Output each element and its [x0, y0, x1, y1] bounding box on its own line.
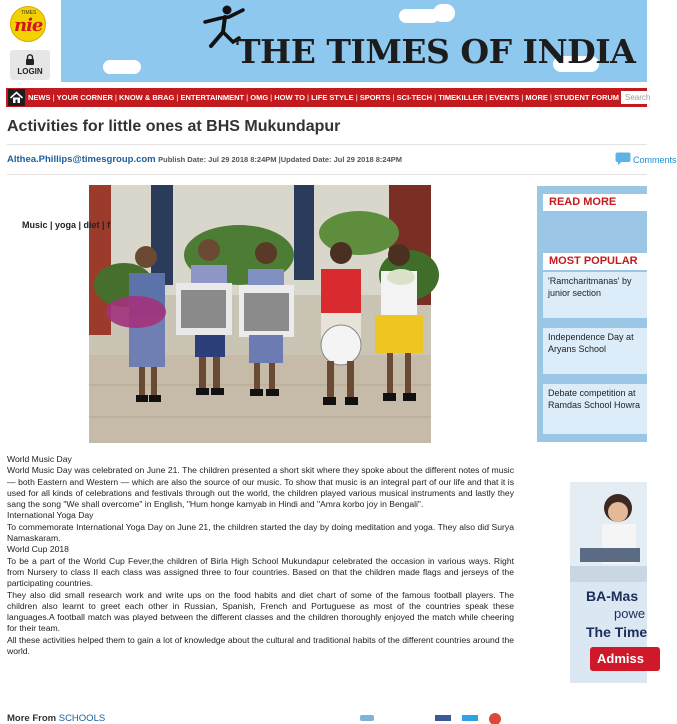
- comments-link[interactable]: Comments: [633, 155, 677, 165]
- popular-item-line: Debate competition at: [548, 388, 636, 398]
- meta-separator: |: [276, 155, 281, 164]
- article-paragraph: World Music Day: [7, 454, 72, 464]
- author-email-link[interactable]: Althea.Phillips@timesgroup.com: [7, 154, 156, 165]
- more-from-label: More From: [7, 713, 57, 724]
- article-paragraph: They also did small research work and write ups on the food habits and diet chart of some of the famous football players. The children also learnt to greet each other in Russian, Spanish, French and Portuguese as most of the countries speak these languages.A football match was played between the different classes and the children thoroughly enjoyed the match while cheering for their team.: [7, 589, 514, 634]
- nav-item[interactable]: TIMEKILLER: [438, 93, 484, 102]
- main-navigation: [6, 88, 651, 107]
- divider: [7, 174, 647, 175]
- cloud-decoration: [433, 4, 455, 22]
- brand-wordmark: THE TIMES OF INDIA: [236, 32, 636, 71]
- article-body: [7, 454, 514, 657]
- login-button[interactable]: [10, 50, 50, 80]
- nav-item[interactable]: KNOW & BRAG: [118, 93, 175, 102]
- article-paragraph: To be a part of the World Cup Fever,the children of Birla High School Mukundapur celebrated the occasion in various ways. Right from Nursery to class II each class was assigned three to four countries. Based on that the children made flags and jerseys of the participating countries.: [7, 555, 514, 589]
- article-title: Activities for little ones at BHS Mukundapur: [7, 118, 341, 135]
- ad-student-illustration: [570, 482, 647, 582]
- popular-item-line: Independence Day at: [548, 332, 634, 342]
- masthead: [0, 0, 647, 87]
- nav-item[interactable]: NEWS: [28, 93, 51, 102]
- nav-separator: |: [52, 93, 55, 102]
- cloud-decoration: [103, 60, 141, 74]
- more-from: [7, 713, 105, 724]
- article-paragraph: World Cup 2018: [7, 544, 69, 555]
- popular-item-line: junior section: [548, 287, 602, 298]
- nav-separator: |: [270, 93, 273, 102]
- popular-item[interactable]: [543, 328, 647, 374]
- more-from-schools-link[interactable]: SCHOOLS: [58, 713, 106, 724]
- ad-line: The Time: [586, 624, 648, 640]
- nav-items: [28, 88, 619, 107]
- popular-item-line: Aryans School: [548, 343, 607, 354]
- nav-separator: |: [306, 93, 310, 102]
- nav-item[interactable]: ENTERTAINMENT: [180, 93, 245, 102]
- comment-icon[interactable]: [615, 152, 631, 165]
- publish-date: Publish Date: Jul 29 2018 8:24PM: [158, 155, 277, 164]
- article-paragraph: World Music Day was celebrated on June 21. The children presented a short skit where they spoke about the different notes of music — both Eastern and Western — which are also the source of our music. To show that music is an integral part of our life and that it is used for all kinds of celebrations and festivals through out the world, the children played various musical instruments and lastly they sang the song "We shall overcome" in English, "Hum honge kamyab in Hindi and "Amra korbo joy in Bengali".: [7, 465, 514, 510]
- nav-item[interactable]: SCI-TECH: [396, 93, 433, 102]
- popular-item[interactable]: [543, 384, 647, 434]
- read-more-links[interactable]: Music | yoga | diet | f: [22, 220, 111, 230]
- nie-logo-small-text: TIMES: [21, 10, 37, 16]
- ad-admission-button[interactable]: Admiss: [590, 647, 660, 671]
- home-icon: [8, 89, 25, 106]
- facebook-icon[interactable]: [435, 715, 451, 721]
- article-photo: [89, 185, 431, 443]
- advertisement[interactable]: [570, 482, 647, 683]
- nav-separator: |: [355, 93, 358, 102]
- nav-item[interactable]: LIFE STYLE: [311, 93, 354, 102]
- popular-item[interactable]: [543, 272, 647, 318]
- nav-separator: |: [392, 93, 395, 102]
- nav-item[interactable]: MORE: [525, 93, 548, 102]
- nav-separator: |: [246, 93, 249, 102]
- article-meta: [7, 154, 402, 165]
- updated-date: Updated Date: Jul 29 2018 8:24PM: [280, 155, 403, 164]
- children-photo-illustration: [89, 185, 431, 443]
- nav-separator: |: [114, 93, 117, 102]
- nav-item[interactable]: YOUR CORNER: [56, 93, 113, 102]
- nie-logo[interactable]: [10, 6, 46, 42]
- popular-item-line: Ramdas School Howra: [548, 399, 641, 410]
- nav-item[interactable]: HOW TO: [274, 93, 305, 102]
- article-paragraph: To commemorate International Yoga Day on June 21, the children started the day by doing meditation and yoga. They also did Surya Namaskaram.: [7, 521, 514, 544]
- lock-icon: [25, 54, 35, 65]
- article-paragraph: All these activities helped them to gain a lot of knowledge about the cultural and traditional habits of the different countries around the world.: [7, 634, 514, 657]
- home-button[interactable]: [8, 89, 25, 106]
- nav-separator: |: [485, 93, 488, 102]
- login-label: LOGIN: [17, 67, 43, 76]
- twitter-icon[interactable]: [462, 715, 478, 721]
- nie-logo-text: nie: [14, 15, 43, 36]
- nav-item[interactable]: OMG: [250, 93, 269, 102]
- toi-banner[interactable]: [61, 0, 647, 82]
- nav-separator: |: [549, 93, 553, 102]
- divider: [7, 144, 647, 145]
- comment-share-icon[interactable]: [360, 715, 374, 721]
- nav-item[interactable]: STUDENT FORUM: [554, 93, 620, 102]
- google-plus-icon[interactable]: [489, 713, 501, 724]
- popular-item-line: 'Ramcharitmanas' by: [548, 276, 632, 286]
- read-more-heading: READ MORE: [543, 194, 647, 211]
- nav-separator: |: [434, 93, 437, 102]
- most-popular-heading: MOST POPULAR: [543, 253, 647, 270]
- nie-panel: [0, 0, 54, 87]
- nav-separator: |: [521, 93, 524, 102]
- share-buttons: [360, 713, 510, 721]
- article-paragraph: International Yoga Day: [7, 510, 94, 521]
- ad-line: powe: [614, 606, 646, 621]
- ad-line: BA-Mas: [586, 588, 639, 604]
- search-input[interactable]: Search: [621, 91, 661, 104]
- nav-item[interactable]: SPORTS: [359, 93, 391, 102]
- nav-item[interactable]: EVENTS: [489, 93, 520, 102]
- nav-separator: |: [176, 93, 179, 102]
